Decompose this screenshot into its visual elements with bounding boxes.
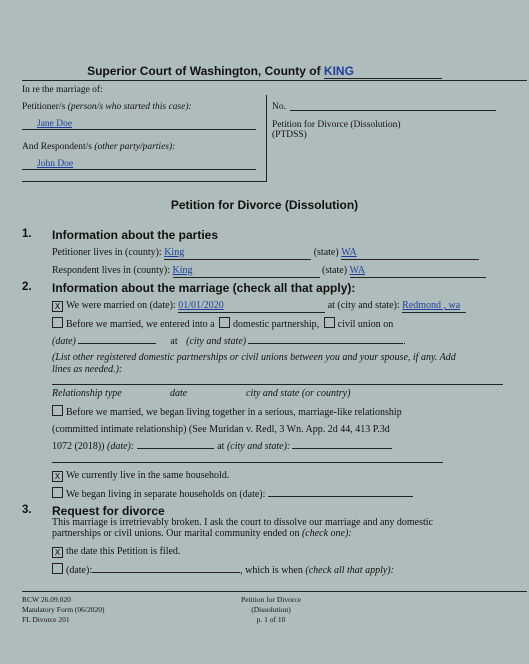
section-2-heading: Information about the marriage (check all that apply): bbox=[52, 281, 356, 295]
caption-bottom-rule bbox=[22, 181, 267, 182]
list-entry-line[interactable] bbox=[52, 384, 503, 385]
caption-top-rule bbox=[22, 80, 527, 81]
same-household-checkbox[interactable]: X bbox=[52, 471, 63, 482]
before-married-row: Before we married, we entered into a domestic partnership, civil union on bbox=[52, 317, 393, 331]
section-1-heading: Information about the parties bbox=[52, 228, 219, 242]
respondent-name-field[interactable]: John Doe bbox=[22, 158, 256, 170]
case-number-field[interactable] bbox=[290, 110, 496, 111]
specific-date-row: (date): , which is when (check all that apply): bbox=[52, 563, 394, 577]
list-note: (List other registered domestic partnerships or civil unions between you and your spouse, if any. Add lines as needed.): bbox=[52, 352, 456, 375]
respondent-county-row: Respondent lives in (county): King (state) WA bbox=[52, 264, 486, 278]
separate-date-field[interactable] bbox=[268, 496, 413, 497]
footer-middle: Petition for Divorce (Dissolution) p. 1 of 10 bbox=[241, 595, 301, 624]
petitioner-name-field[interactable]: Jane Doe bbox=[22, 118, 256, 130]
respondent-state-field[interactable]: WA bbox=[350, 264, 486, 278]
section-3-number: 3. bbox=[22, 504, 32, 516]
respondent-county-field[interactable]: King bbox=[173, 264, 320, 278]
petitioner-label: Petitioner/s (person/s who started this case): bbox=[22, 102, 192, 112]
col-city-state: city and state (or country) bbox=[246, 388, 351, 399]
footer-left: RCW 26.09.020 Mandatory Form (06/2020) FL Divorce 201 bbox=[22, 595, 105, 624]
partnership-date-row: (date) at (city and state) . bbox=[52, 336, 406, 347]
cir-place-field[interactable] bbox=[292, 448, 392, 449]
cir-row-2: (committed intimate relationship) (See Muridan v. Redl, 3 Wn. App. 2d 44, 413 P.3d bbox=[52, 424, 390, 435]
filed-date-checkbox[interactable]: X bbox=[52, 547, 63, 558]
col-relationship-type: Relationship type bbox=[52, 388, 122, 399]
filed-date-row: X the date this Petition is filed. bbox=[52, 545, 180, 558]
same-household-row: X We currently live in the same household. bbox=[52, 469, 229, 482]
civil-union-checkbox[interactable] bbox=[324, 317, 335, 328]
separate-household-row: We began living in separate households on (date): bbox=[52, 487, 413, 501]
caption-doc-title: Petition for Divorce (Dissolution) bbox=[272, 120, 401, 130]
section-3-heading: Request for divorce bbox=[52, 504, 165, 518]
caption-divider bbox=[266, 95, 267, 181]
petitioner-county-row: Petitioner lives in (county): King (state) WA bbox=[52, 246, 479, 260]
county-field[interactable]: KING bbox=[324, 64, 442, 79]
cir-checkbox[interactable] bbox=[52, 405, 63, 416]
petitioner-state-field[interactable]: WA bbox=[341, 246, 479, 260]
cir-date-field[interactable] bbox=[137, 448, 214, 449]
in-re-label: In re the marriage of: bbox=[22, 85, 103, 95]
form-title: Petition for Divorce (Dissolution) bbox=[170, 198, 359, 212]
community-end-date-field[interactable] bbox=[92, 572, 240, 573]
married-place-field[interactable]: Redmond , wa bbox=[402, 299, 466, 313]
respondent-label: And Respondent/s (other party/parties): bbox=[22, 142, 176, 152]
court-title: Superior Court of Washington, County of KING bbox=[0, 64, 529, 79]
footer-rule bbox=[22, 591, 527, 592]
section-2-number: 2. bbox=[22, 281, 32, 293]
caption-doc-code: (PTDSS) bbox=[272, 130, 307, 140]
partnership-date-field[interactable] bbox=[78, 343, 156, 344]
cir-row-3: 1072 (2018)) (date): at (city and state): bbox=[52, 440, 392, 453]
partnership-place-field[interactable] bbox=[248, 343, 403, 344]
cir-row-1: Before we married, we began living together in a serious, marriage-like relationship bbox=[52, 405, 402, 419]
before-married-checkbox[interactable] bbox=[52, 317, 63, 328]
married-date-field[interactable]: 01/01/2020 bbox=[178, 299, 325, 313]
separate-household-checkbox[interactable] bbox=[52, 487, 63, 498]
domestic-partnership-checkbox[interactable] bbox=[219, 317, 230, 328]
specific-date-checkbox[interactable] bbox=[52, 563, 63, 574]
case-number-label: No. bbox=[272, 102, 286, 112]
married-row: X We were married on (date): 01/01/2020 at (city and state): Redmond , wa bbox=[52, 299, 466, 313]
married-checkbox[interactable]: X bbox=[52, 301, 63, 312]
section-1-number: 1. bbox=[22, 228, 32, 240]
section-3-text: This marriage is irretrievably broken. I ask the court to dissolve our marriage and any domestic partnerships or civil unions. Our marital community ended on (check one): bbox=[52, 517, 433, 539]
cir-extra-line[interactable] bbox=[52, 462, 443, 463]
col-date: date bbox=[170, 388, 188, 399]
petitioner-county-field[interactable]: King bbox=[164, 246, 311, 260]
